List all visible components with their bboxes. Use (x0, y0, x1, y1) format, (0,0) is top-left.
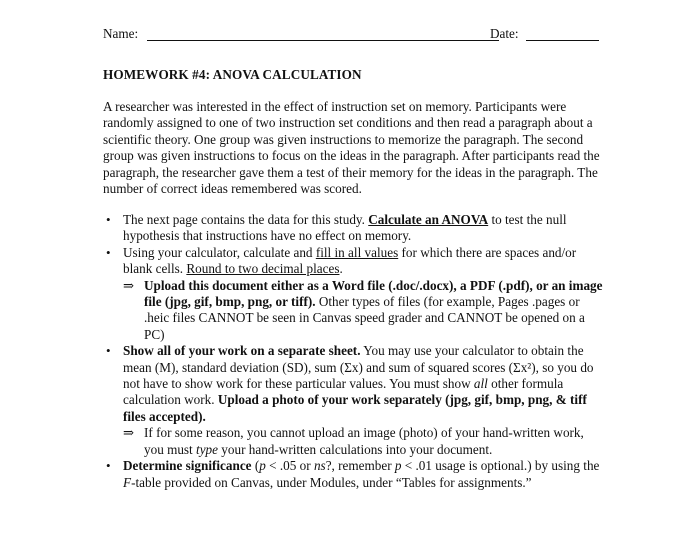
bullet3-text-5: Upload a photo of your work separately (jpg, gif, bmp, png, & tiff files accepted). (123, 392, 587, 424)
instruction-item-significance (103, 458, 603, 491)
bullet3-text-1: Show all of your work on a separate sheet. (123, 343, 361, 359)
bullet2-text-4: Round to two decimal places (186, 261, 340, 277)
bullet1-text-1: The next page contains the data for this study. (123, 212, 369, 227)
header-row (103, 26, 603, 44)
bullet-icon: • (106, 458, 111, 474)
date-label: Date: (490, 26, 519, 41)
bullet4-text-9: F (123, 474, 132, 490)
bullet4-text-7: p (394, 458, 402, 474)
instruction-item-calculator (103, 245, 603, 278)
intro-paragraph: A researcher was interested in the effect of instruction set on memory. Participants were randomly assigned to one of two instruction set conditions and then read a paragraph about a scientific theory. One group was given instructions to memorize the paragraph. The second group was given instructions to focus on the ideas in the paragraph. After participants read the paragraph, the researcher gave them a test of their memory for the ideas in the paragraph. The number of correct ideas remembered was scored. (103, 99, 600, 197)
bullet3-text-4: other formula calculation work. (123, 376, 564, 408)
bullet2-text-1: Using your calculator, calculate and (123, 244, 316, 260)
date-blank-line (526, 40, 599, 41)
bullet1-text-3: to test the null hypothesis that instructions have no effect on memory. (123, 212, 567, 244)
name-blank-line (147, 40, 499, 41)
name-label: Name: (103, 26, 139, 41)
bullet4-text-3: p (259, 458, 266, 474)
bullet1-text-2: Calculate an ANOVA (368, 212, 489, 227)
bullet4-text-2: ( (251, 458, 260, 474)
bullet-icon: • (106, 343, 111, 359)
bullet2-text-3: for which there are spaces and/or blank cells. (123, 244, 577, 277)
bullet4-text-1: Determine significance (123, 458, 252, 474)
instruction-item-anova (103, 212, 603, 245)
sub1-text-1: Upload this document either as a Word file (.doc/.docx), a PDF (.pdf), or an image file (jpg, gif, bmp, png, or tiff). (144, 277, 603, 310)
bullet4-text-10: -table provided on Canvas, under Modules, under “Tables for assignments.” (131, 474, 532, 490)
bullet3-text-3: all (473, 376, 488, 392)
instruction-subitem-type-work (103, 425, 603, 458)
bullet3-text-2: You may use your calculator to obtain the mean (M), standard deviation (SD), sum (Σx) and sum of squared scores (Σx²), so you do not have to show work for these particular values. You must show (123, 343, 594, 392)
bullet2-text-2: fill in all values (315, 244, 399, 260)
bullet4-text-8: < .01 usage is optional.) by using the (401, 458, 600, 474)
bullet-icon: • (106, 244, 111, 260)
sub2-text-3: your hand-written calculations into your document. (218, 441, 493, 457)
sub2-text-2: type (196, 441, 218, 457)
bullet4-text-6: ?, remember (325, 458, 395, 474)
bullet2-text-5: . (339, 261, 343, 277)
instructions-list (103, 212, 603, 491)
instruction-subitem-upload (103, 278, 603, 344)
bullet4-text-5: ns (313, 458, 326, 474)
homework-title: HOMEWORK #4: ANOVA CALCULATION (103, 67, 362, 82)
bullet-icon: • (106, 212, 111, 227)
instruction-item-show-work (103, 343, 603, 425)
arrow-right-icon: ⇒ (123, 277, 135, 293)
sub1-text-2: Other types of files (for example, Pages .pages or .heic files CANNOT be seen in Canvas speed grader and CANNOT be opened on a PC) (144, 294, 585, 342)
bullet4-text-4: < .05 or (265, 458, 314, 474)
arrow-right-icon: ⇒ (123, 425, 135, 441)
sub2-text-1: If for some reason, you cannot upload an image (photo) of your hand-written work, you must (144, 425, 584, 457)
